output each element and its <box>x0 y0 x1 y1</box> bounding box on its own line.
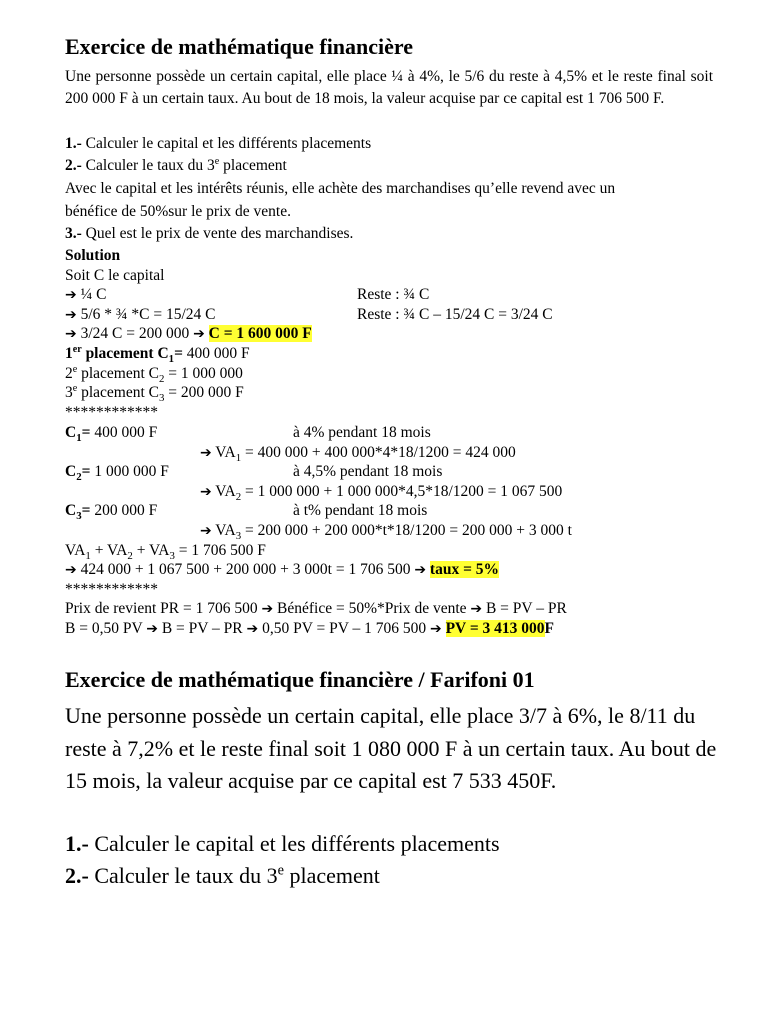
cost-price-line: Prix de revient PR = 1 706 500 ➔ Bénéfice = 50%*Prix de vente ➔ B = PV – PR <box>65 600 567 617</box>
solution-line: Soit C le capital <box>65 267 165 284</box>
question-2-2: 2.- Calculer le taux du 3e placement <box>65 862 380 888</box>
selling-price-line: B = 0,50 PV ➔ B = PV – PR ➔ 0,50 PV = PV – 1 706 500 ➔ PV = 3 413 000F <box>65 620 555 637</box>
arrow-icon: ➔ <box>65 562 77 578</box>
va1-line: ➔ $VA_1 = 400$ 000 + 400 000*4*18/1200 = 424 000 <box>200 444 516 465</box>
arrow-icon: ➔ <box>65 326 77 342</box>
context-line-2: bénéfice de 50%sur le prix de vente. <box>65 203 291 220</box>
exercise-statement: Une personne possède un certain capital, elle place ¼ à 4%, le 5/6 du reste à 4,5% et le reste final soit 200 000 F à un certain taux. Au bout de 18 mois, la valeur acquise par ce capital est 1 706 500 F. <box>65 68 713 108</box>
arrow-icon: ➔ <box>65 307 77 323</box>
separator-stars: ************ <box>65 581 158 598</box>
arrow-icon: ➔ <box>414 562 427 578</box>
capital-result: C = 1 600 000 F <box>208 325 312 342</box>
placement-2: 2e placement $C_2 = 1$ 000 000 <box>65 363 243 386</box>
c2-line: $C_2= 1$ 000 000 F à 4,5% pendant 18 mois <box>65 463 443 484</box>
sum-line: $VA_1 + VA_2 + VA_3 = 1$ 706 500 F <box>65 542 266 563</box>
placement-3: 3e placement $C_3 = 200$ 000 F <box>65 382 244 405</box>
equation-line: ➔ 424 000 + 1 067 500 + 200 000 + 3 000t = 1 706 500 ➔ taux = 5% <box>65 561 500 578</box>
solution-line: ➔ 3/24 C = 200 000 ➔ C = 1 600 000 F <box>65 325 312 342</box>
exercise-statement-2: Une personne possède un certain capital, elle place 3/7 à 6%, le 8/11 du reste à 7,2% et le reste final soit 1 080 000 F à un certain taux. Au bout de 15 mois, la valeur acquise par ce capital est 7 533 450F. <box>65 703 717 793</box>
c3-line: $C_3= 200$ 000 F à t% pendant 18 mois <box>65 502 428 523</box>
exercise-title: Exercice de mathématique financière <box>65 34 414 59</box>
question-2: 2.- Calculer le taux du 3e placement <box>65 155 287 174</box>
arrow-icon: ➔ <box>146 621 158 637</box>
arrow-icon: ➔ <box>430 621 442 637</box>
exercise-title-2: Exercice de mathématique financière / Farifoni 01 <box>65 667 535 692</box>
arrow-icon: ➔ <box>200 484 212 500</box>
placement-1: 1er placement $C_1= 400$ 000 F <box>65 343 250 366</box>
rate-result: taux = 5% <box>429 561 500 578</box>
va2-line: ➔ $VA_2 = 1$ 000 000 + 1 000 000*4,5*18/1200 = 1 067 500 <box>200 483 563 504</box>
arrow-icon: ➔ <box>65 287 77 303</box>
arrow-icon: ➔ <box>470 601 483 617</box>
arrow-icon: ➔ <box>261 601 274 617</box>
selling-price-result: PV = 3 413 000 <box>445 620 545 637</box>
solution-line: ➔ ¼ C Reste : ¾ C <box>65 286 430 303</box>
va3-line: ➔ $VA_3 = 200$ 000 + 200 000*t*18/1200 = 200 000 + 3 000 t <box>200 522 572 543</box>
arrow-icon: ➔ <box>200 523 212 539</box>
arrow-icon: ➔ <box>246 621 259 637</box>
arrow-icon: ➔ <box>200 445 212 461</box>
context-line: Avec le capital et les intérêts réunis, elle achète des marchandises qu’elle revend avec un <box>65 180 616 197</box>
separator-stars: ************ <box>65 404 158 421</box>
question-1-2: 1.- Calculer le capital et les différents placements <box>65 831 500 856</box>
solution-line: ➔ 5/6 * ¾ *C = 15/24 C Reste : ¾ C – 15/24 C = 3/24 C <box>65 306 553 323</box>
c1-line: $C_1= 400$ 000 F à 4% pendant 18 mois <box>65 424 431 445</box>
question-3: 3.- Quel est le prix de vente des marchandises. <box>65 225 354 242</box>
arrow-icon: ➔ <box>193 326 205 342</box>
solution-heading: Solution <box>65 247 121 264</box>
question-1: 1.- Calculer le capital et les différents placements <box>65 135 372 152</box>
